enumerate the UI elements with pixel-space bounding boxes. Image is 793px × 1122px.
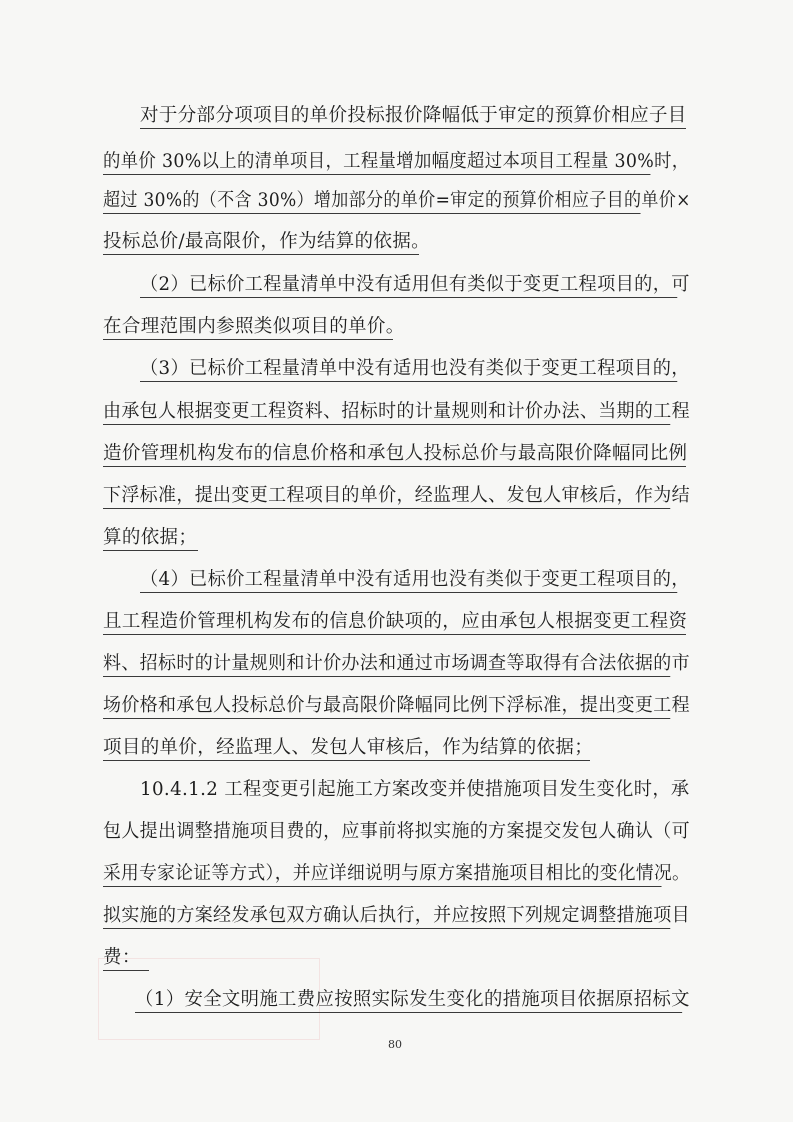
text-line: 且工程造价管理机构发布的信息价缺项的，应由承包人根据变更工程资 bbox=[103, 607, 686, 635]
text-line: 算的依据； bbox=[103, 523, 198, 551]
text-line: 超过 30%的（不含 30%）增加部分的单价=审定的预算价相应子目的单价× bbox=[103, 186, 641, 214]
text-line: （3）已标价工程量清单中没有适用也没有类似于变更工程项目的， bbox=[140, 354, 677, 382]
text-line: 对于分部分项项目的单价投标报价降幅低于审定的预算价相应子目 bbox=[140, 101, 686, 129]
text-line: （4）已标价工程量清单中没有适用也没有类似于变更工程项目的， bbox=[140, 565, 677, 593]
text-line: （2）已标价工程量清单中没有适用但有类似于变更工程项目的，可 bbox=[140, 270, 677, 298]
text-line: 拟实施的方案经发承包双方确认后执行，并应按照下列规定调整措施项目 bbox=[103, 901, 670, 929]
text-line: 造价管理机构发布的信息价格和承包人投标总价与最高限价降幅同比例 bbox=[103, 439, 686, 467]
text-line: 在合理范围内参照类似项目的单价。 bbox=[103, 312, 393, 340]
text-line: 场价格和承包人投标总价与最高限价降幅同比例下浮标准，提出变更工程 bbox=[103, 691, 670, 719]
text-line: （1）安全文明施工费应按照实际发生变化的措施项目依据原招标文 bbox=[135, 985, 682, 1013]
text-line: 由承包人根据变更工程资料、招标时的计量规则和计价办法、当期的工程 bbox=[103, 397, 670, 425]
text-line: 投标总价/最高限价，作为结算的依据。 bbox=[103, 227, 419, 255]
page-number: 80 bbox=[388, 1038, 402, 1051]
text-line: 的单价 30%以上的清单项目，工程量增加幅度超过本项目工程量 30%时， bbox=[103, 147, 650, 175]
text-line: 包人提出调整措施项目费的，应事前将拟实施的方案提交发包人确认（可 bbox=[103, 821, 690, 842]
text-line: 费： bbox=[103, 943, 149, 971]
text-line: 10.4.1.2 工程变更引起施工方案改变并使措施项目发生变化时，承 bbox=[140, 779, 690, 800]
text-line: 采用专家论证等方式），并应详细说明与原方案措施项目相比的变化情况。 bbox=[103, 859, 662, 887]
text-line: 料、招标时的计量规则和计价办法和通过市场调查等取得有合法依据的市 bbox=[103, 649, 670, 677]
text-line: 项目的单价，经监理人、发包人审核后，作为结算的依据； bbox=[103, 733, 590, 761]
text-line: 下浮标准，提出变更工程项目的单价，经监理人、发包人审核后，作为结 bbox=[103, 481, 670, 509]
